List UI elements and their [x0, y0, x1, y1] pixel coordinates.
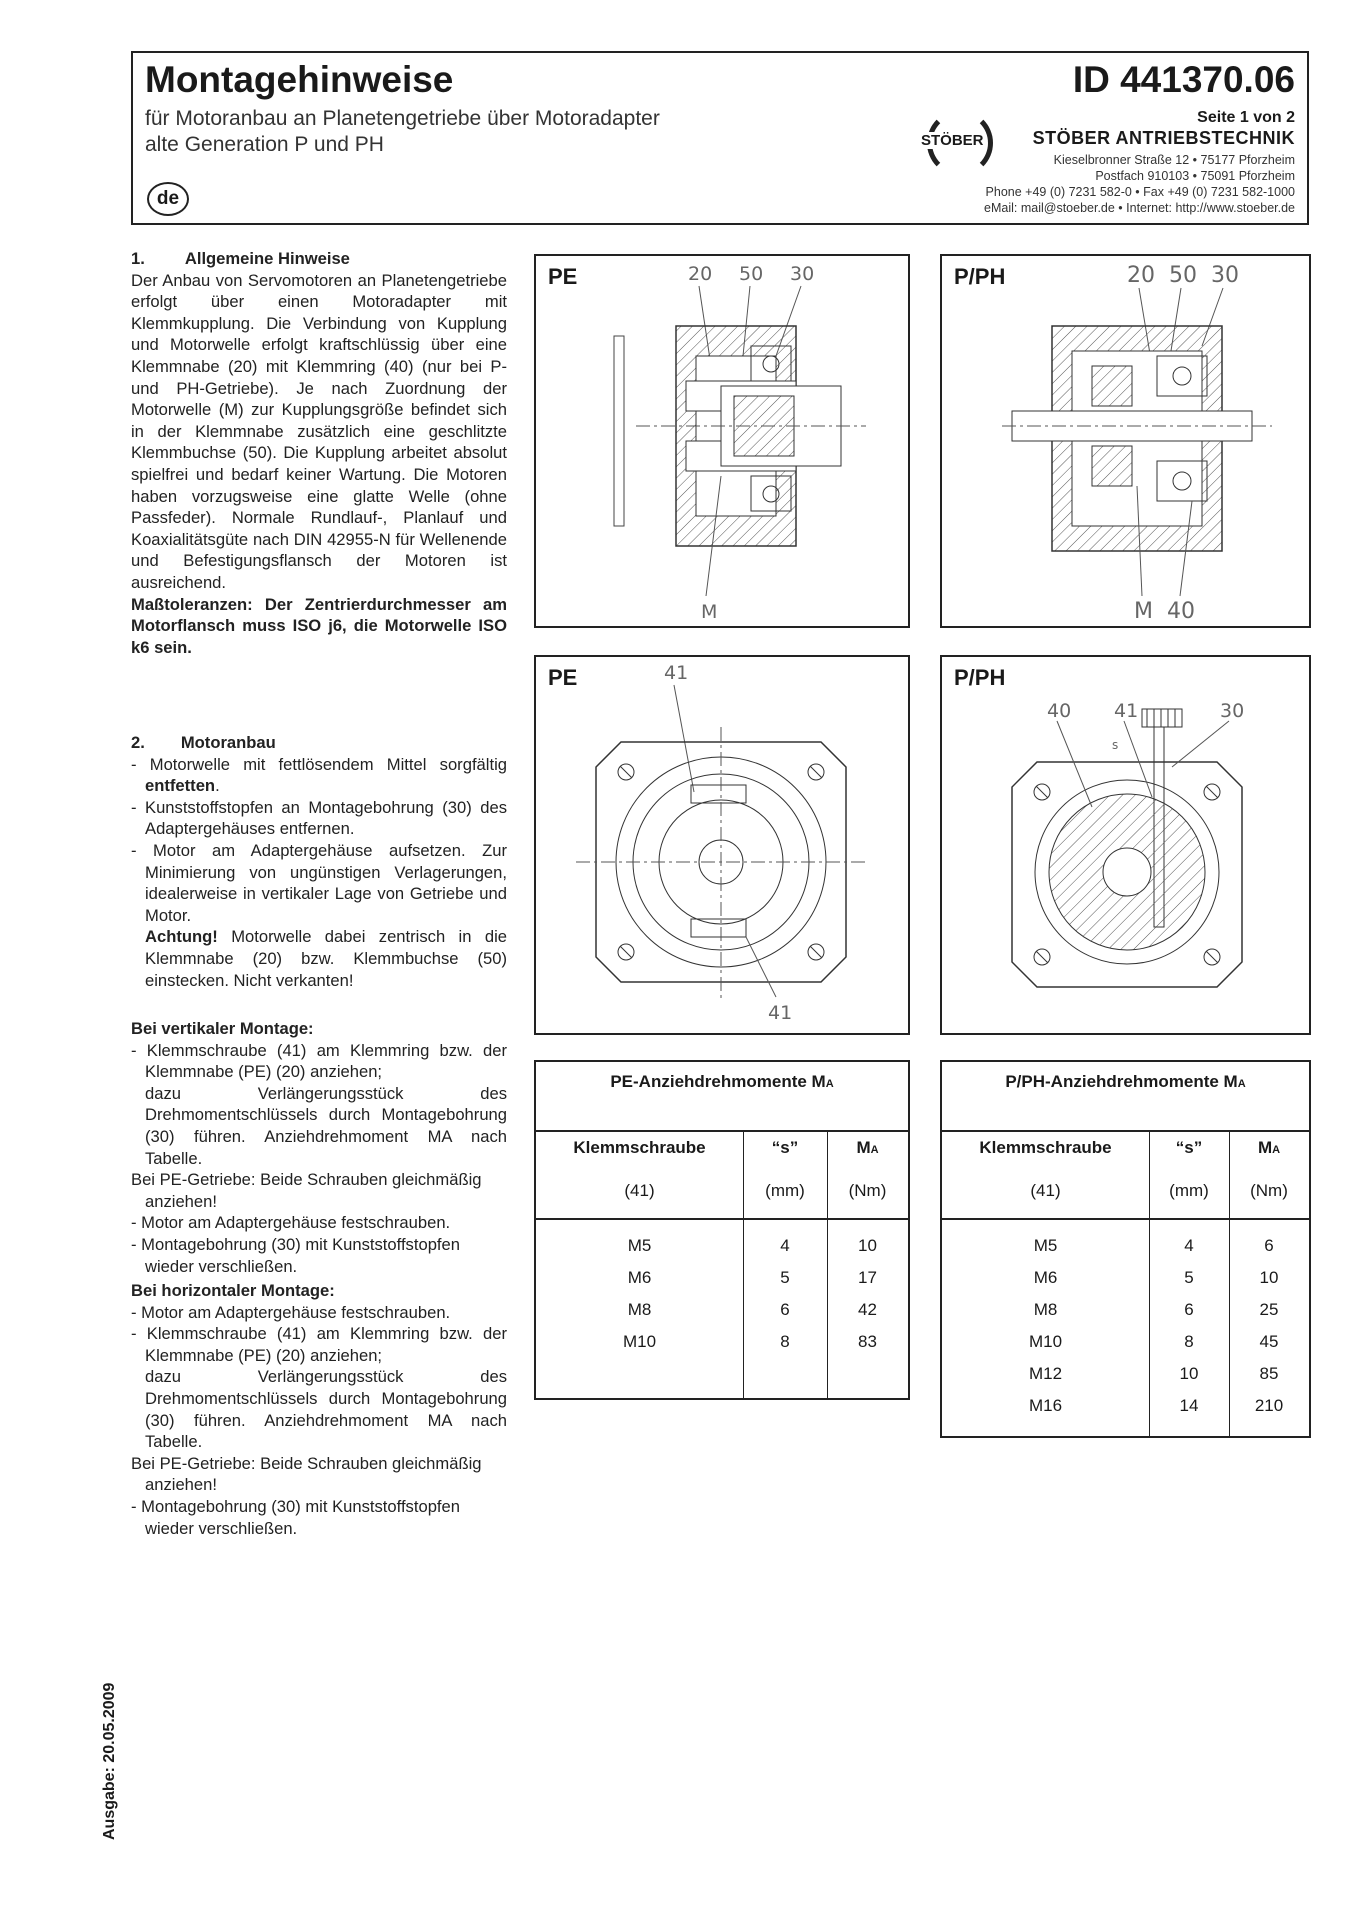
table-cell: 210 [1254, 1396, 1284, 1415]
label-41-bottom: 41 [768, 1002, 793, 1024]
section-2-number: 2. [131, 733, 145, 752]
table-cell: 10 [1259, 1268, 1279, 1287]
stoeber-logo [923, 106, 995, 178]
table-ph-h-ma-sub: A [1272, 1144, 1281, 1156]
label-41: 41 [1114, 700, 1139, 722]
table-cell: 42 [858, 1300, 877, 1319]
table-pe-u-ma: (Nm) [848, 1181, 887, 1200]
table-ph-torques [940, 1060, 1311, 1438]
table-pe-torques [534, 1060, 910, 1400]
table-pe-h-s: “s” [771, 1138, 799, 1157]
drawing-ph-front-label: P/PH [954, 665, 1006, 690]
section-2-heading [131, 732, 507, 754]
table-cell: 6 [780, 1300, 790, 1319]
table-cell: 14 [1179, 1396, 1199, 1415]
ph-section-svg [942, 256, 1309, 626]
label-s: s [1112, 738, 1119, 752]
step-remove-plug: - Kunststoffstopfen an Montagebohrung (30) des Adaptergehäuses entfernen. [131, 797, 507, 839]
section-motor-mounting [131, 732, 507, 991]
table-pe-h-ma-sub: A [870, 1144, 879, 1156]
label-20: 20 [688, 263, 713, 285]
label-50: 50 [1169, 263, 1197, 288]
document-header [131, 51, 1309, 225]
table-ph-u-ma: (Nm) [1250, 1181, 1288, 1200]
table-cell: 85 [1259, 1364, 1279, 1383]
table-cell: 4 [1184, 1236, 1194, 1255]
table-row: M10 [622, 1332, 657, 1351]
section-1-number: 1. [131, 249, 145, 268]
section-1-title: Allgemeine Hinweise [184, 249, 350, 268]
vertical-step-1-detail: dazu Verlängerungsstück des Drehmomentschlüssels durch Montagebohrung (30) führen. Anziehdrehmoment MA nach Tabelle. [145, 1083, 507, 1168]
table-pe-title-sub: A [825, 1078, 834, 1090]
warning-note [131, 926, 507, 991]
table-row: M5 [627, 1236, 652, 1255]
logo-text: STÖBER [921, 132, 984, 149]
vertical-step-1: - Klemmschraube (41) am Klemmring bzw. der Klemmnabe (PE) (20) anziehen; [131, 1040, 507, 1082]
table-cell: 5 [1184, 1268, 1194, 1287]
section-1-body: Der Anbau von Servomotoren an Planetengetriebe erfolgt über einen Motoradapter mit Klemmkupplung. Die Verbindung von Kupplung und Motorwelle erfolgt kraftschlüssig über eine Klemmnabe (20) mit Klemmring (40) (nur bei P- und PH-Getriebe). Je nach Zuordnung der Motorwelle (M) zur Kupplungsgröße befindet sich in der Klemmnabe zusätzlich eine geschlitzte Klemmbuchse (50). Die Kupplung arbeitet absolut spielfrei und bedarf keiner Wartung. Die Motoren haben vorzugsweise eine glatte Welle (ohne Passfeder). Normale Rundlauf-, Planlauf und Koaxialitätsgüte nach DIN 42955-N für Wellenende und Befestigungsflansch der Motoren ist ausreichend. [131, 270, 507, 592]
drawing-pe-section [534, 254, 910, 628]
table-row: M6 [1033, 1268, 1058, 1287]
table-ph-h-s: “s” [1175, 1138, 1203, 1157]
language-badge: de [147, 182, 189, 216]
drawing-pe-front-label: PE [548, 665, 578, 690]
table-cell: 83 [858, 1332, 877, 1351]
table-row: M5 [1033, 1236, 1058, 1255]
vertical-step-3: - Montagebohrung (30) mit Kunststoffstopfen wieder verschließen. [131, 1234, 460, 1276]
subtitle-line-2: alte Generation P und PH [145, 133, 384, 156]
table-pe-title-text: PE-Anziehdrehmomente M [610, 1072, 826, 1091]
table-row: M6 [627, 1268, 652, 1287]
section-2-title: Motoranbau [180, 733, 276, 752]
issue-date: Ausgabe: 20.05.2009 [101, 1682, 118, 1840]
vertical-pe-note: Bei PE-Getriebe: Beide Schrauben gleichmäßig anziehen! [131, 1170, 482, 1211]
label-30: 30 [790, 263, 815, 285]
document-title: Montagehinweise [145, 59, 454, 100]
pe-front-svg [536, 657, 908, 1033]
table-row: M16 [1028, 1396, 1063, 1415]
table-pe-divider-2 [827, 1130, 828, 1398]
horizontal-step-1: - Motor am Adaptergehäuse festschrauben. [131, 1302, 451, 1322]
table-cell: 8 [780, 1332, 790, 1351]
vertical-heading: Bei vertikaler Montage: [131, 1019, 314, 1038]
label-M: M [1134, 599, 1153, 624]
page-indicator: Seite 1 von 2 [1197, 109, 1295, 126]
table-pe-h-ma [827, 1138, 908, 1158]
table-row: M8 [627, 1300, 652, 1319]
step-degrease-text: - Motorwelle mit fettlösendem Mittel sorgfältig [131, 754, 507, 774]
drawing-pe-front [534, 655, 910, 1035]
step-degrease [131, 754, 507, 797]
warning-label: Achtung! [145, 927, 218, 947]
drawing-ph-front [940, 655, 1311, 1035]
table-ph-u-screw: (41) [1030, 1181, 1061, 1200]
warning-text: Motorwelle dabei zentrisch in die Klemmnabe (20) bzw. Klemmbuchse (50) einstecken. Nicht verkanten! [145, 927, 507, 990]
vertical-step-2: - Motor am Adaptergehäuse festschrauben. [131, 1213, 451, 1233]
label-40: 40 [1167, 599, 1195, 624]
label-20: 20 [1127, 263, 1155, 288]
table-ph-h-ma-text: M [1257, 1138, 1273, 1157]
table-ph-title-sub: A [1237, 1078, 1246, 1090]
section-horizontal-mounting [131, 1280, 507, 1539]
table-ph-h-screw: Klemmschraube [979, 1138, 1112, 1157]
horizontal-step-2: - Klemmschraube (41) am Klemmring bzw. der Klemmnabe (PE) (20) anziehen; [131, 1324, 507, 1365]
table-pe-u-screw: (41) [624, 1181, 655, 1200]
company-name: STÖBER ANTRIEBSTECHNIK [1032, 128, 1295, 148]
step-degrease-emphasis: entfetten [145, 776, 216, 796]
drawing-ph-label: P/PH [954, 264, 1006, 289]
table-cell: 5 [780, 1268, 790, 1287]
ph-front-svg [942, 657, 1309, 1033]
label-41-top: 41 [664, 662, 689, 684]
step-place-motor: - Motor am Adaptergehäuse aufsetzen. Zur Minimierung von ungünstigen Verlagerungen, idealerweise in vertikaler Lage von Getriebe und Motor. [131, 840, 507, 925]
section-vertical-mounting [131, 1018, 507, 1277]
table-cell: 6 [1184, 1300, 1194, 1319]
table-cell: 8 [1184, 1332, 1194, 1351]
table-ph-h-ma [1229, 1138, 1309, 1158]
step-degrease-end: . [215, 776, 220, 796]
contact-phone-fax: Phone +49 (0) 7231 582-0 • Fax +49 (0) 7231 582-1000 [985, 185, 1295, 199]
table-cell: 10 [858, 1236, 877, 1255]
label-30: 30 [1211, 263, 1239, 288]
table-ph-title [942, 1062, 1309, 1132]
table-pe-u-s: (mm) [765, 1181, 805, 1200]
table-cell: 17 [858, 1268, 877, 1287]
drawing-ph-section [940, 254, 1311, 628]
table-row: M10 [1028, 1332, 1063, 1351]
table-cell: 4 [780, 1236, 790, 1255]
tolerance-note: Maßtoleranzen: Der Zentrierdurchmesser am Motorflansch muss ISO j6, die Motorwelle ISO k6 sein. [131, 594, 507, 657]
label-50: 50 [739, 263, 764, 285]
table-ph-u-s: (mm) [1169, 1181, 1209, 1200]
drawing-pe-label: PE [548, 264, 578, 289]
section-general [131, 248, 507, 658]
table-pe-divider-1 [743, 1130, 744, 1398]
horizontal-heading: Bei horizontaler Montage: [131, 1281, 335, 1300]
horizontal-step-3: - Montagebohrung (30) mit Kunststoffstopfen wieder verschließen. [131, 1496, 460, 1538]
table-cell: 10 [1179, 1364, 1199, 1383]
horizontal-pe-note: Bei PE-Getriebe: Beide Schrauben gleichmäßig anziehen! [131, 1453, 482, 1495]
pe-section-svg [536, 256, 908, 626]
address-line-2: Postfach 910103 • 75091 Pforzheim [1095, 169, 1295, 183]
table-pe-h-screw: Klemmschraube [573, 1138, 706, 1157]
table-row: M12 [1028, 1364, 1063, 1383]
contact-email-web: eMail: mail@stoeber.de • Internet: http://www.stoeber.de [984, 201, 1295, 215]
address-line-1: Kieselbronner Straße 12 • 75177 Pforzheim [1053, 153, 1295, 167]
table-pe-title [536, 1062, 908, 1132]
label-40: 40 [1047, 700, 1072, 722]
section-1-heading [131, 248, 507, 270]
table-cell: 45 [1259, 1332, 1279, 1351]
table-cell: 25 [1259, 1300, 1279, 1319]
table-row: M8 [1033, 1300, 1058, 1319]
horizontal-step-2-detail: dazu Verlängerungsstück des Drehmomentschlüssels durch Montagebohrung (30) führen. Anziehdrehmoment MA nach Tabelle. [145, 1367, 507, 1452]
table-cell: 6 [1264, 1236, 1274, 1255]
document-id: ID 441370.06 [1072, 59, 1295, 100]
label-M: M [701, 601, 718, 623]
subtitle-line-1: für Motoranbau an Planetengetriebe über Motoradapter [145, 107, 660, 130]
label-30: 30 [1220, 700, 1245, 722]
table-ph-title-text: P/PH-Anziehdrehmomente M [1005, 1072, 1238, 1091]
table-pe-h-ma-text: M [856, 1138, 871, 1157]
